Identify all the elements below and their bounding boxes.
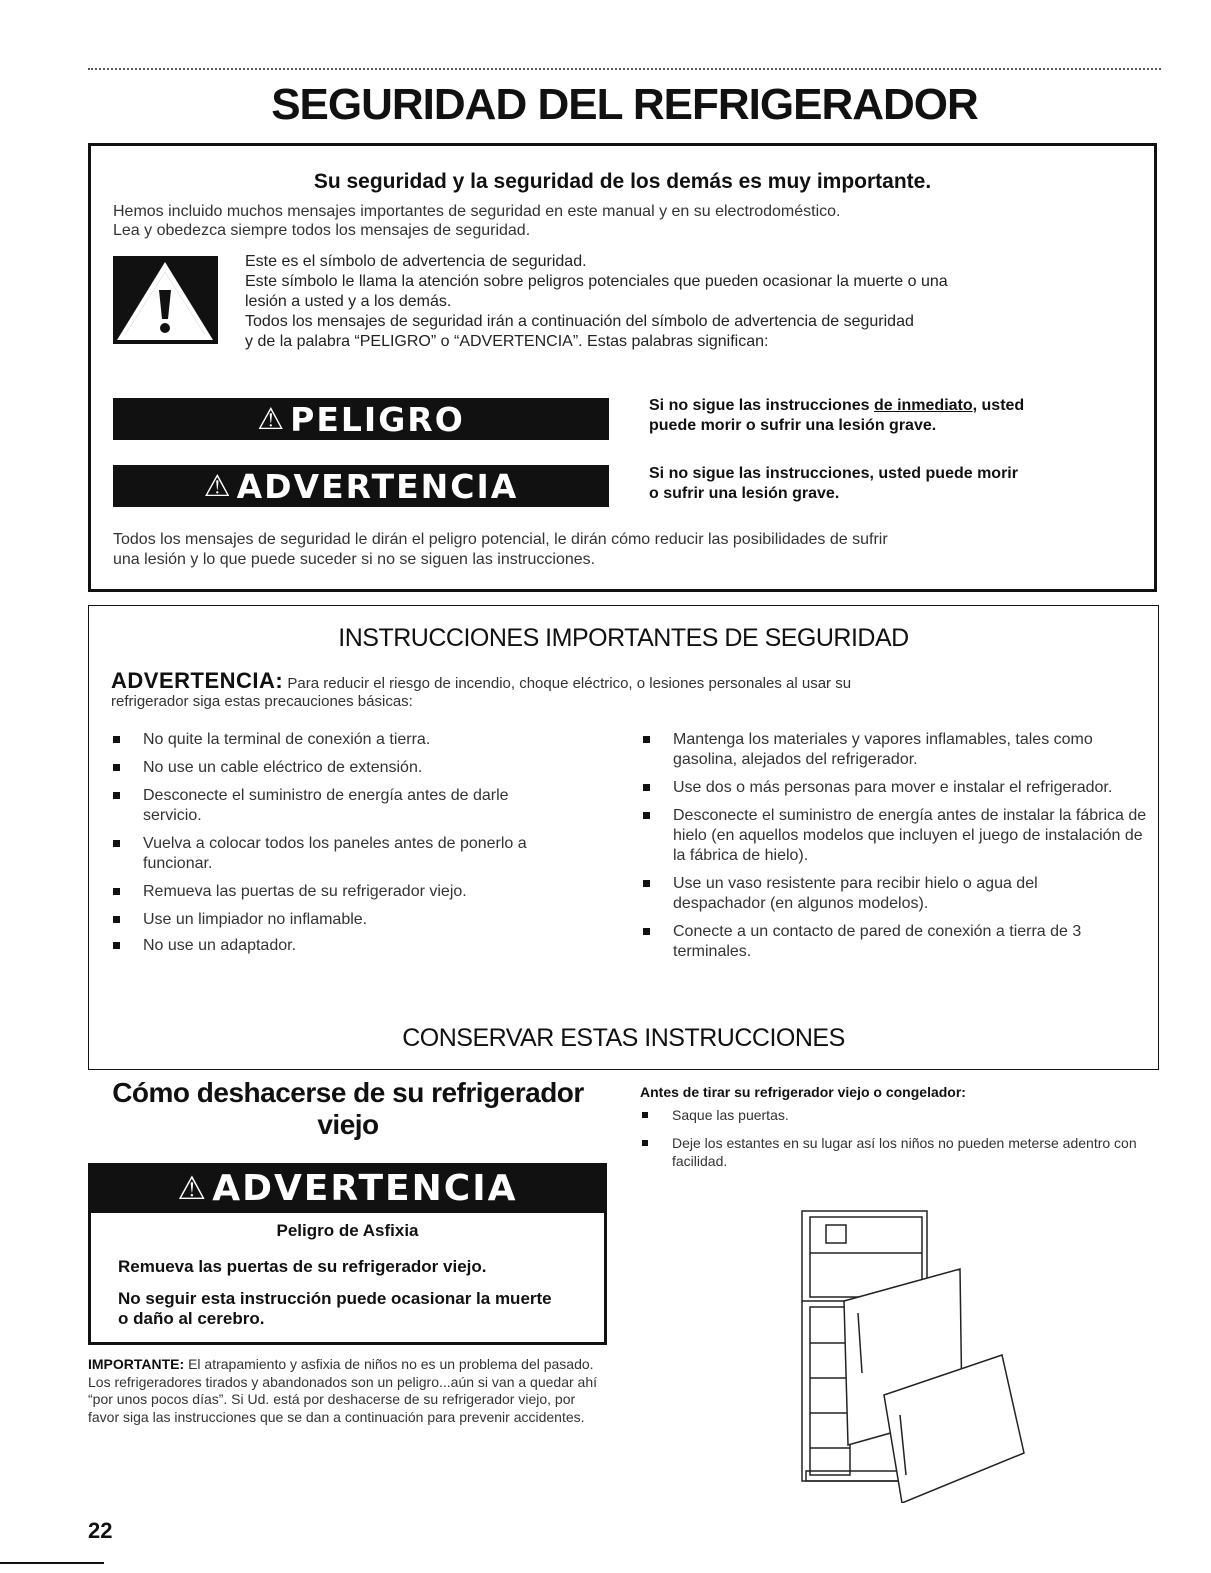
disposal-title-line: Cómo deshacerse de su refrigerador bbox=[112, 1077, 584, 1108]
page-number: 22 bbox=[88, 1518, 113, 1543]
important-paragraph bbox=[88, 1356, 608, 1426]
hazard-consequence: No seguir esta instrucción puede ocasionar la muerte o daño al cerebro. bbox=[118, 1289, 552, 1328]
warning-text: Para reducir el riesgo de incendio, choque eléctrico, o lesiones personales al usar su bbox=[283, 675, 852, 692]
precautions-right bbox=[641, 730, 1147, 970]
important-text: El atrapamiento y asfixia de niños no es un problema del pasado. Los refrigeradores tirados y abandonados son un peligro...aún si van a quedar ahí “por unos pocos días”. Si Ud. está por deshacerse de su refrigerador viejo, por favor siga las instrucciones que se dan a continuación para prevenir accidentes. bbox=[88, 1356, 598, 1425]
page-title: SEGURIDAD DEL REFRIGERADOR bbox=[271, 80, 978, 129]
peligro-text: puede morir o sufrir una lesión grave. bbox=[649, 417, 937, 434]
instructions-box bbox=[88, 605, 1159, 1070]
warning-label: ADVERTENCIA: bbox=[111, 668, 284, 693]
disposal-title-line: viejo bbox=[317, 1109, 379, 1140]
symbol-line: Todos los mensajes de seguridad irán a continuación del símbolo de advertencia de seguridad bbox=[245, 313, 914, 330]
warning-triangle-icon: ⚠ bbox=[257, 401, 287, 437]
list-item: Vuelva a colocar todos los paneles antes de ponerlo a funcionar. bbox=[111, 834, 563, 874]
advertencia-description bbox=[649, 464, 1129, 504]
advertencia-text: o sufrir una lesión grave. bbox=[649, 485, 840, 502]
list-item: Saque las puertas. bbox=[640, 1106, 1165, 1124]
list-item: Use un limpiador no inflamable. bbox=[111, 910, 581, 930]
safety-box bbox=[88, 143, 1157, 592]
warning-triangle-icon: ⚠ bbox=[177, 1169, 209, 1207]
peligro-description bbox=[649, 396, 1129, 436]
list-item: Desconecte el suministro de energía antes de darle servicio. bbox=[111, 786, 563, 826]
disposal-steps-heading: Antes de tirar su refrigerador viejo o congelador: bbox=[640, 1084, 966, 1100]
warning-triangle-icon bbox=[113, 256, 218, 344]
safety-intro bbox=[113, 202, 841, 240]
disposal-title bbox=[88, 1077, 608, 1141]
peligro-label: PELIGRO bbox=[290, 399, 465, 439]
list-item: Remueva las puertas de su refrigerador viejo. bbox=[111, 882, 581, 902]
list-item: Mantenga los materiales y vapores inflamables, tales como gasolina, alejados del refrigerador. bbox=[641, 730, 1113, 770]
intro-line: Lea y obedezca siempre todos los mensajes de seguridad. bbox=[113, 222, 531, 239]
list-item: No quite la terminal de conexión a tierra. bbox=[111, 730, 581, 750]
advertencia-label: ADVERTENCIA bbox=[236, 466, 519, 506]
instructions-warning bbox=[111, 668, 1111, 711]
hazard-instruction: Remueva las puertas de su refrigerador viejo. bbox=[118, 1257, 487, 1276]
intro-line: Hemos incluido muchos mensajes importantes de seguridad en este manual y en su electrodoméstico. bbox=[113, 203, 841, 220]
important-label: IMPORTANTE: bbox=[88, 1356, 185, 1372]
list-item: No use un cable eléctrico de extensión. bbox=[111, 758, 581, 778]
hazard-title: Peligro de Asfixia bbox=[276, 1221, 419, 1240]
instructions-footer: CONSERVAR ESTAS INSTRUCCIONES bbox=[402, 1024, 845, 1052]
list-item: Deje los estantes en su lugar así los niños no pueden meterse adentro con facilidad. bbox=[640, 1134, 1152, 1170]
outro-line: una lesión y lo que puede suceder si no se siguen las instrucciones. bbox=[113, 551, 596, 568]
symbol-line: y de la palabra “PELIGRO” o “ADVERTENCIA”. Estas palabras significan: bbox=[245, 333, 769, 350]
list-item: Desconecte el suministro de energía antes de instalar la fábrica de hielo (en aquellos modelos que incluyen el juego de instalación de la fábrica de hielo). bbox=[641, 806, 1153, 866]
disposal-advertencia-banner bbox=[88, 1163, 607, 1213]
list-item: Use dos o más personas para mover e instalar el refrigerador. bbox=[641, 778, 1113, 798]
top-dotted-rule bbox=[88, 68, 1161, 70]
peligro-emphasis: de inmediato bbox=[873, 397, 973, 414]
peligro-banner bbox=[113, 398, 609, 440]
advertencia-text: Si no sigue las instrucciones, usted puede morir bbox=[649, 465, 1018, 482]
list-item: No use un adaptador. bbox=[111, 936, 581, 956]
disposal-banner-label: ADVERTENCIA bbox=[212, 1167, 518, 1209]
safety-subtitle: Su seguridad y la seguridad de los demás es muy importante. bbox=[313, 170, 932, 193]
bottom-rule bbox=[0, 1562, 104, 1564]
disposal-warning-box bbox=[88, 1213, 607, 1345]
warning-triangle-icon: ⚠ bbox=[203, 468, 233, 504]
warning-text: refrigerador siga estas precauciones básicas: bbox=[111, 693, 413, 710]
peligro-text: Si no sigue las instrucciones bbox=[649, 397, 874, 414]
peligro-text: , usted bbox=[972, 397, 1025, 414]
instructions-title: INSTRUCCIONES IMPORTANTES DE SEGURIDAD bbox=[338, 624, 909, 652]
outro-line: Todos los mensajes de seguridad le dirán el peligro potencial, le dirán cómo reducir las posibilidades de sufrir bbox=[113, 531, 888, 548]
list-item: Conecte a un contacto de pared de conexión a tierra de 3 terminales. bbox=[641, 922, 1143, 962]
symbol-explanation bbox=[245, 252, 1125, 352]
symbol-line: lesión a usted y a los demás. bbox=[245, 293, 452, 310]
list-item: Use un vaso resistente para recibir hielo o agua del despachador (en algunos modelos). bbox=[641, 874, 1113, 914]
symbol-line: Este símbolo le llama la atención sobre peligros potenciales que pueden ocasionar la muerte o una bbox=[245, 273, 948, 290]
refrigerator-illustration bbox=[792, 1203, 1027, 1503]
disposal-steps bbox=[640, 1106, 1165, 1180]
safety-outro bbox=[113, 530, 1113, 570]
symbol-line: Este es el símbolo de advertencia de seguridad. bbox=[245, 253, 587, 270]
precautions-left bbox=[111, 730, 581, 964]
advertencia-banner bbox=[113, 465, 609, 507]
